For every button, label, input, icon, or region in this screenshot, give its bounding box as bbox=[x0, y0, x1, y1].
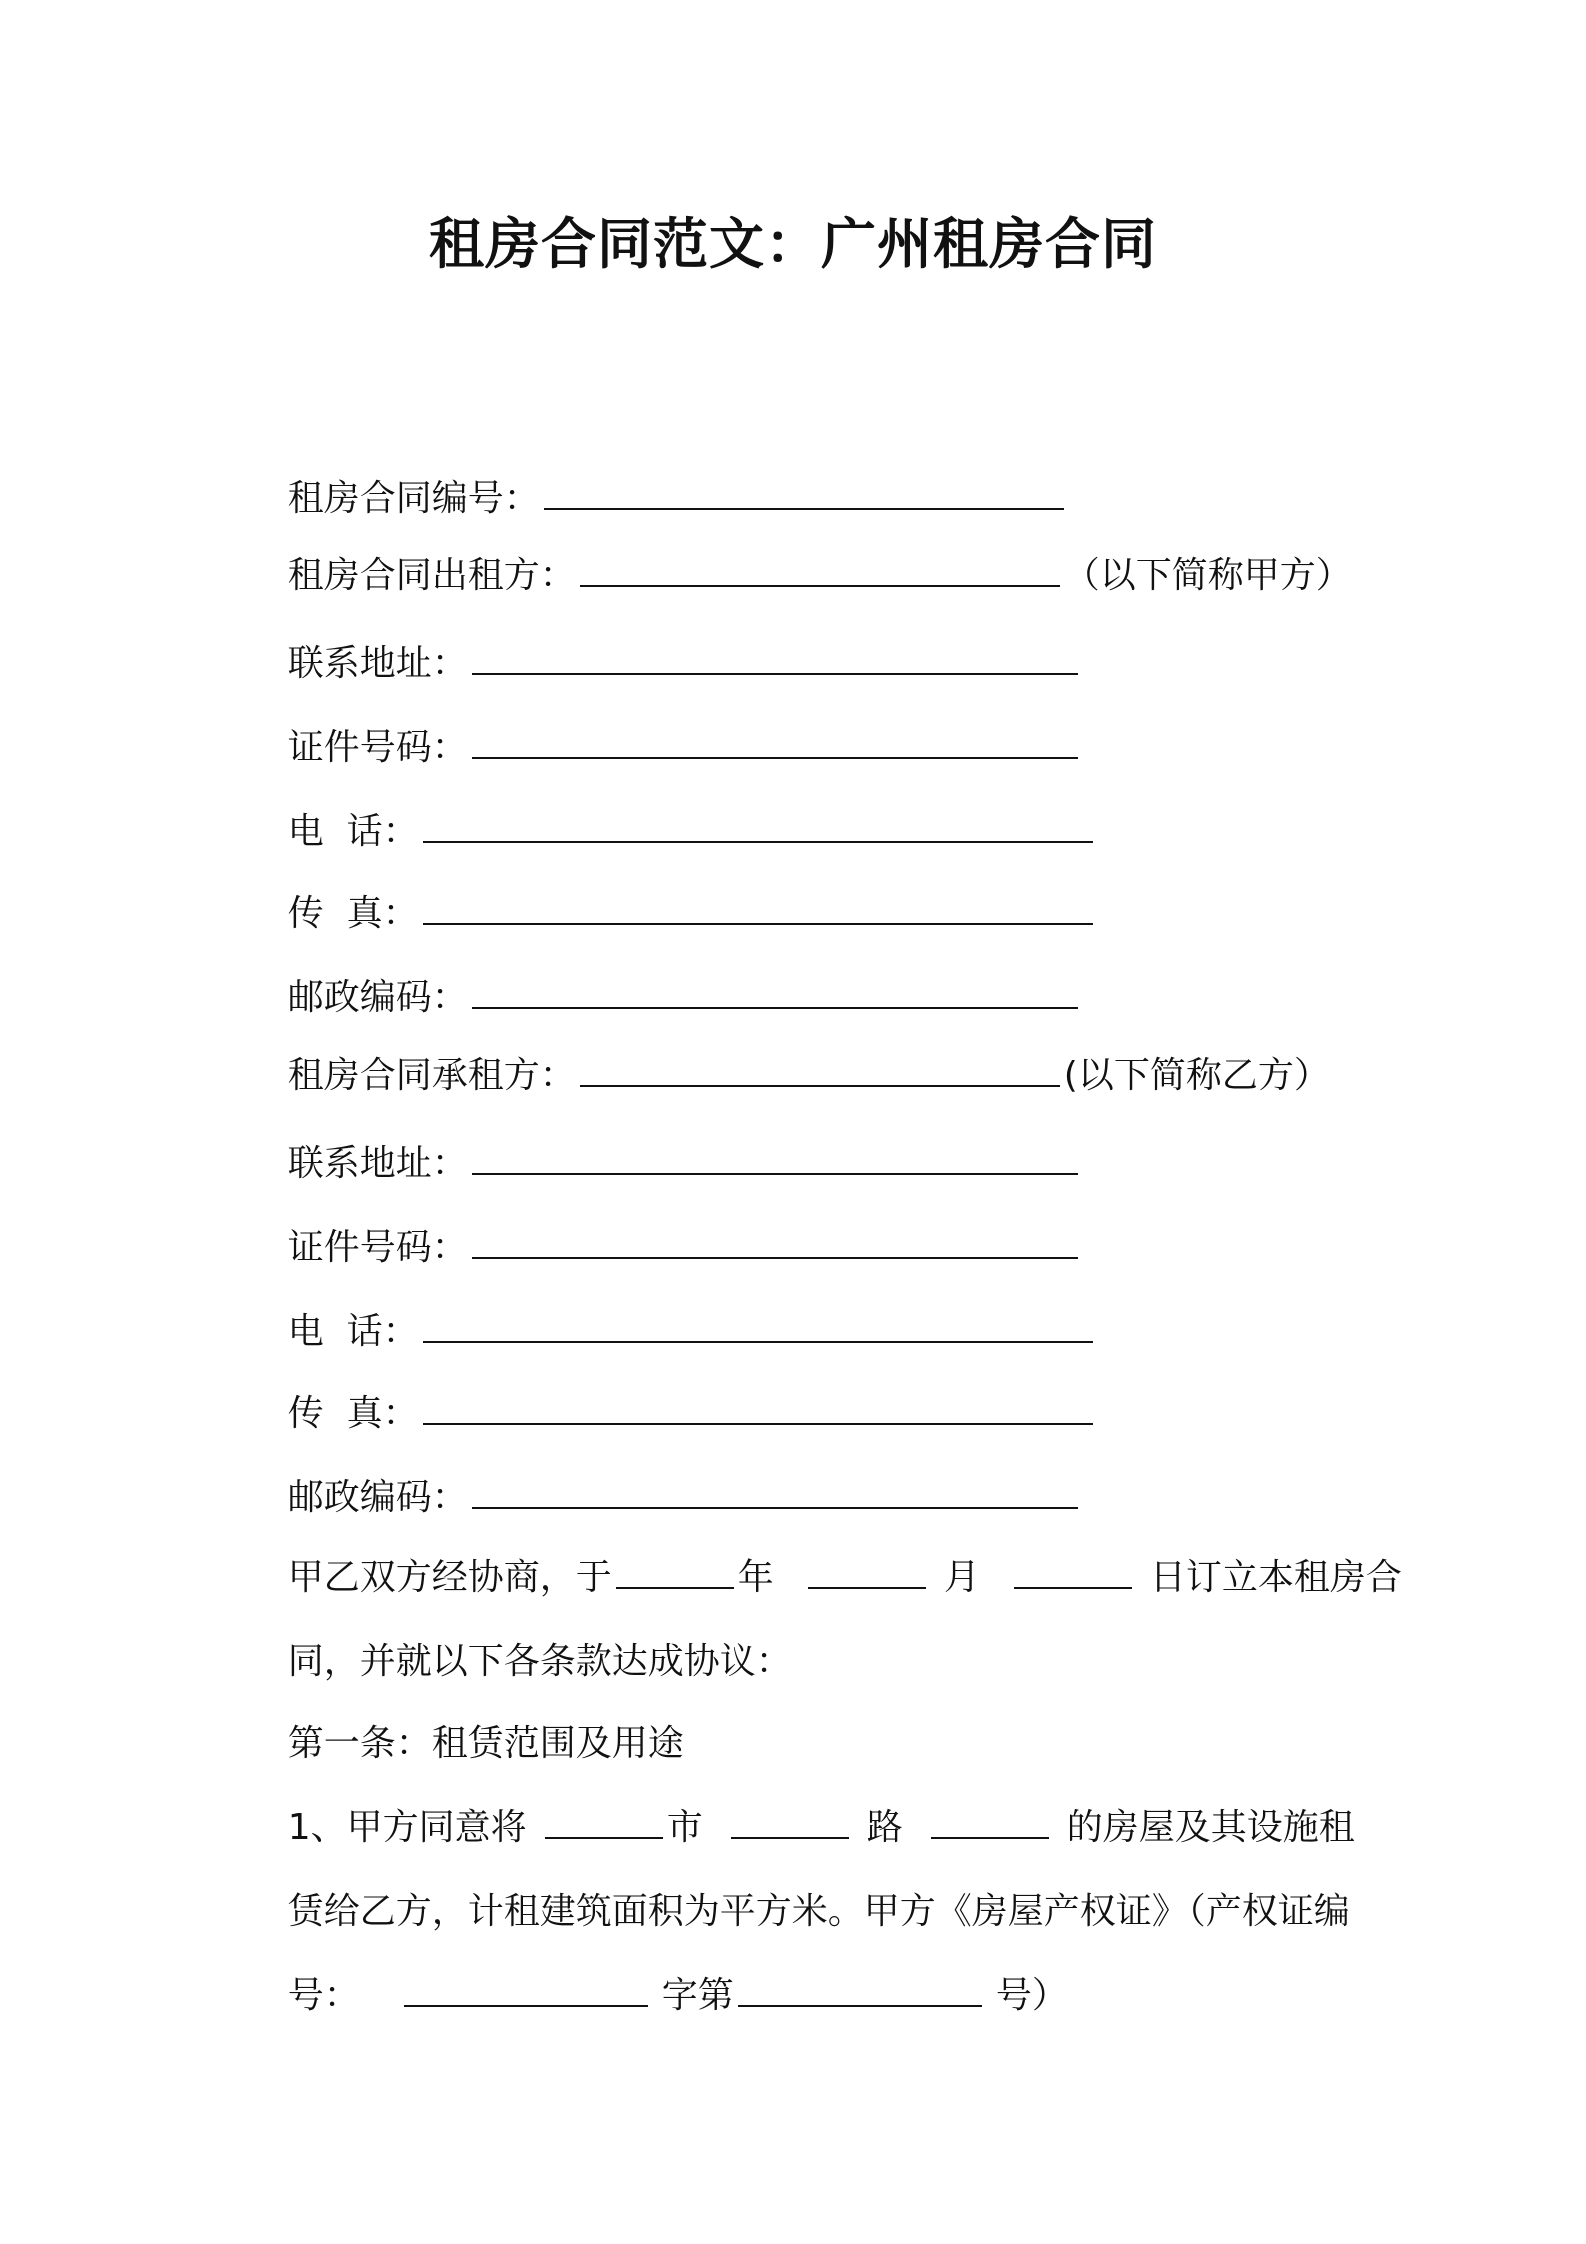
lessee-fax-label: 传 真： bbox=[287, 1393, 419, 1434]
lessor-phone-line bbox=[242, 748, 1097, 852]
article-1-line-3 bbox=[242, 1912, 1068, 2016]
lessee-suffix: (以下简称乙方） bbox=[1063, 1055, 1330, 1096]
article-1-line-2 bbox=[242, 1828, 1350, 1932]
certificate-number-field[interactable] bbox=[738, 1969, 982, 2007]
certificate-suffix-label: 号） bbox=[995, 1975, 1068, 2016]
lessor-fax-label: 传 真： bbox=[287, 893, 419, 934]
agreement-month-label: 月 bbox=[943, 1557, 980, 1598]
lessor-phone-label: 电 话： bbox=[287, 811, 419, 852]
certificate-mid-label: 字第 bbox=[661, 1975, 734, 2016]
lessor-fax-line bbox=[242, 830, 1097, 934]
agreement-line-2 bbox=[242, 1578, 792, 1682]
lessee-label: 租房合同承租方： bbox=[287, 1055, 576, 1096]
lessor-suffix: （以下简称甲方） bbox=[1063, 555, 1352, 596]
agreement-year-label: 年 bbox=[737, 1557, 774, 1598]
lessor-address-line bbox=[242, 580, 1082, 684]
lessee-phone-line bbox=[242, 1248, 1097, 1352]
article-1-line-2-text: 赁给乙方，计租建筑面积为平方米。甲方《房屋产权证》（产权证编 bbox=[287, 1891, 1350, 1932]
lessor-postal-line bbox=[242, 914, 1082, 1018]
lessor-id-label: 证件号码： bbox=[287, 727, 468, 768]
agreement-line-2-text: 同，并就以下各条款达成协议： bbox=[287, 1641, 792, 1682]
lessee-id-label: 证件号码： bbox=[287, 1227, 468, 1268]
article-1-suffix: 的房屋及其设施租 bbox=[1066, 1807, 1355, 1848]
road-label: 路 bbox=[866, 1807, 903, 1848]
lessor-postal-label: 邮政编码： bbox=[287, 977, 468, 1018]
lessee-address-label: 联系地址： bbox=[287, 1143, 468, 1184]
city-label: 市 bbox=[666, 1807, 703, 1848]
document-title: 租房合同范文：广州租房合同 bbox=[428, 212, 1157, 276]
lessee-phone-label: 电 话： bbox=[287, 1311, 419, 1352]
lessor-line bbox=[242, 492, 1352, 596]
agreement-line-1 bbox=[242, 1494, 1402, 1598]
contract-number-line bbox=[242, 415, 1068, 519]
lessor-label: 租房合同出租方： bbox=[287, 555, 576, 596]
lessee-address-line bbox=[242, 1080, 1082, 1184]
article-1-line-1 bbox=[242, 1744, 1355, 1848]
lessee-line bbox=[242, 992, 1330, 1096]
lessee-postal-label: 邮政编码： bbox=[287, 1477, 468, 1518]
article-1-heading-text: 第一条：租赁范围及用途 bbox=[287, 1723, 684, 1764]
agreement-suffix: 日订立本租房合 bbox=[1149, 1557, 1402, 1598]
lessee-postal-line bbox=[242, 1414, 1082, 1518]
article-1-heading bbox=[242, 1660, 684, 1764]
contract-number-label: 租房合同编号： bbox=[287, 478, 540, 519]
lessor-address-label: 联系地址： bbox=[287, 643, 468, 684]
agreement-prefix: 甲乙双方经协商，于 bbox=[287, 1557, 612, 1598]
certificate-number-label: 号： bbox=[287, 1975, 360, 2016]
article-1-prefix: 1、甲方同意将 bbox=[287, 1807, 527, 1848]
agreement-day-field[interactable] bbox=[1014, 1551, 1132, 1589]
agreement-month-field[interactable] bbox=[808, 1551, 926, 1589]
lessee-id-line bbox=[242, 1164, 1082, 1268]
lessor-id-line bbox=[242, 664, 1082, 768]
lessee-fax-line bbox=[242, 1330, 1097, 1434]
certificate-prefix-field[interactable] bbox=[404, 1969, 648, 2007]
